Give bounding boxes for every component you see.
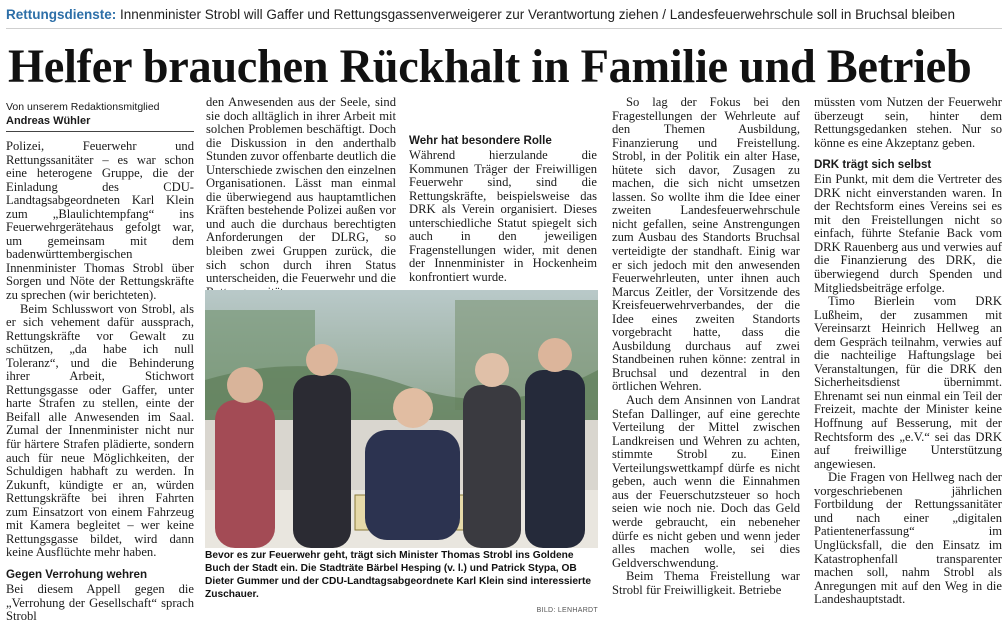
- byline-intro: Von unserem Redaktionsmitglied: [6, 101, 160, 113]
- kicker-label: Rettungsdienste:: [6, 7, 117, 22]
- photo-credit: BILD: LENHARDT: [536, 607, 598, 614]
- paragraph: Timo Bierlein vom DRK Lußheim, der zusammen mit Vereinsarzt Heinrich Hellweg an dem Gespräch teilnahm, verwies auf die nachteilige Haftungslage bei Veranstaltungen, für die DRK den Sicherheitsdienst übernimmt. Ehrenamt sei nun einmal ein Teil der Freizeit, machte der Minister keine Hoffnung auf Besserung, mit der Rechtsform des „e.V.“ sei das DRK auf freiwillige Unterstützung angewiesen.: [814, 294, 1002, 471]
- headline: Helfer brauchen Rückhalt in Familie und Betrieb: [8, 40, 972, 93]
- byline-author: Andreas Wühler: [6, 115, 91, 127]
- paragraph: Beim Thema Freistellung war Strobl für Freiwilligkeit. Betriebe: [612, 569, 800, 597]
- paragraph: den Anwesenden aus der Seele, sind sie doch alltäglich in ihrer Arbeit mit solchen Problemen beschäftigt. Doch die Diskussion in den anderthalb Stunden zuvor offenbarte deutlich die Unterschiede zwischen den einzelnen Organisationen. Lässt man einmal die überwiegend aus hauptamtlichen Kräften bestehende Polizei außen vor und auch die durchaus berechtigten Anforderungen der DLRG, so bleiben zwei Gruppen zurück, die sich schon durch ihren Status unterscheiden, die Feuerwehr und die: [206, 95, 397, 286]
- subheading: DRK trägt sich selbst: [814, 158, 932, 172]
- subheading: Wehr hat besondere Rolle: [409, 134, 552, 147]
- news-photo: [205, 290, 598, 548]
- paragraph: So lag der Fokus bei den Fragestellungen der Wehrleute auf den Themen Ausbildung, Finanzierung und Freistellung. Strobl, in der Politik ein alter Hase, hütete sich davor, Zusagen zu machen, die sich nicht umsetzen lassen. So wollte ihm die Idee einer zweiten Landesfeuerwehrschule nicht gefallen, seine Anstrengungen zum Ausbau des Standorts Bruchsal verteidigte der standhaft. Einig war er sich jedoch mit den anwesenden Feuerwehrleuten, unter ihnen auch Marcus Zeitler, der Vorsitzende des Kreisfeuerwehrverbandes, der die Idee eines zweiten Standorts vorgebracht hatte, dass die Ausbildung durchaus auf zwei Standbeinen ruhen könne: zentral in Bruchsal und dezentral in den örtlichen Wehren.: [612, 95, 800, 394]
- paragraph: Beim Schlusswort von Strobl, als er sich vehement dafür aussprach, Rettungskräfte vor Gewalt zu schützen, „da habe ich null Toleranz“, und die Behinderung ihrer Arbeit, Stichwort Rettungsgasse oder Gaffer, unter harte Strafen zu stellen, einte der Beifall alle Anwesenden im Saal. Zumal der Innenminister nicht nur für härtere Strafen plädierte, sondern auch für neue Möglichkeiten, der Schuldigen habhaft zu werden. In Zukunft, kündigte er an, würden Rettungskräfte bei ihren Fahrten zum Einsatzort von einem Fahrzeug mit Kamera begleitet – wer keine Rettungsgasse bildet, wird dann keine Ausflüchte mehr haben.: [6, 301, 194, 560]
- caption-text: Bevor es zur Feuerwehr geht, trägt sich Minister Thomas Strobl ins Goldene Buch der Stadt ein. Die Stadträte Bärbel Hesping (v. l.) und Patrick Stypa, OB Dieter Gummer und der CDU-Landtagsabgeordnete Karl Klein sind interessierte Zuschauer.: [205, 550, 592, 600]
- paragraph: Die Fragen von Hellweg nach der vorgeschriebenen jährlichen Fortbildung der Rettungssanitäter und nach einer „digitalen Patientenerfassung“ im Unglücksfall, die den Einsatz im Katastrophenfall transparenter machen soll, nahm Strobl als Anregungen mit auf den Weg in die Landeshauptstadt.: [814, 470, 1002, 607]
- photo-caption: [205, 549, 598, 614]
- article-column-1: [6, 139, 194, 624]
- paragraph: Polizei, Feuerwehr und Rettungssanitäter – es war schon eine heterogene Gruppe, die der Einladung des CDU-Landtagsabgeordneten Karl Klein zum „Blaulichtempfang“ ins Feuerwehrgerätehaus gefolgt war, um gemeinsam mit dem badenwürttembergischen Innenminister Thomas Strobl über Sorgen und Nöte der Rettungskräfte zu sprechen (wir berichteten).: [6, 139, 194, 303]
- article-column-5: [814, 95, 1002, 607]
- kicker-line: [6, 5, 1002, 25]
- byline: [6, 100, 194, 128]
- paragraph: Auch dem Ansinnen von Landrat Stefan Dallinger, auf eine gerechte Verteilung der Mittel zwischen Landkreisen und Wehren zu achten, stimmte Strobl zu. Einen Verteilungswettkampf dürfe es nicht geben, auch wenn die Einnahmen aus der Feuerschutzsteuer so hoch seien wie noch nie. Doch das Geld werde gebraucht, ein nebeneher dürfe es nicht geben und wenn jeder alles machen wolle, sei dies Geldverschwendung.: [612, 393, 800, 570]
- photo-illustration: [205, 290, 598, 548]
- paragraph: Ein Punkt, mit dem die Vertreter des DRK nicht einverstanden waren. In der Rechtsform eines Vereins sei es mit den Freistellungen nicht so einfach, führte Stefanie Back vom DRK Rauenberg aus und verwies auf die Finanzierung des DRK, die überwiegend durch Spenden und Mitgliedsbeiträge erfolge.: [814, 172, 1002, 295]
- paragraph: müssten vom Nutzen der Feuerwehr überzeugt sein, hinter dem Rettungsgedanken stehen. Nur so könne es eine Akzeptanz geben.: [814, 95, 1002, 150]
- byline-divider: [6, 131, 194, 132]
- subheading: Gegen Verrohung wehren: [6, 567, 148, 581]
- kicker-divider: [6, 28, 1002, 29]
- article-column-2: [206, 96, 396, 286]
- kicker-text: Innenminister Strobl will Gaffer und Rettungsgassenverweigerer zur Verantwortung ziehen / Landesfeuerwehrschule soll in Bruchsal bleiben: [116, 7, 955, 22]
- paragraph: Während hierzulande die Kommunen Träger der Freiwilligen Feuerwehr sind, sind die Rettungskräfte, beispielsweise das DRK als Verein organisiert. Dieses unterschiedliche Statut spiegelt sich auch in den jeweiligen Fragenstellungen wider, mit denen der Innenminister in Hockenheim konfrontiert wurde.: [409, 148, 597, 284]
- article-column-3: [409, 96, 597, 288]
- article-column-4: [612, 95, 800, 597]
- paragraph: Bei diesem Appell gegen die „Verrohung der Gesellschaft“ sprach Strobl: [6, 581, 194, 624]
